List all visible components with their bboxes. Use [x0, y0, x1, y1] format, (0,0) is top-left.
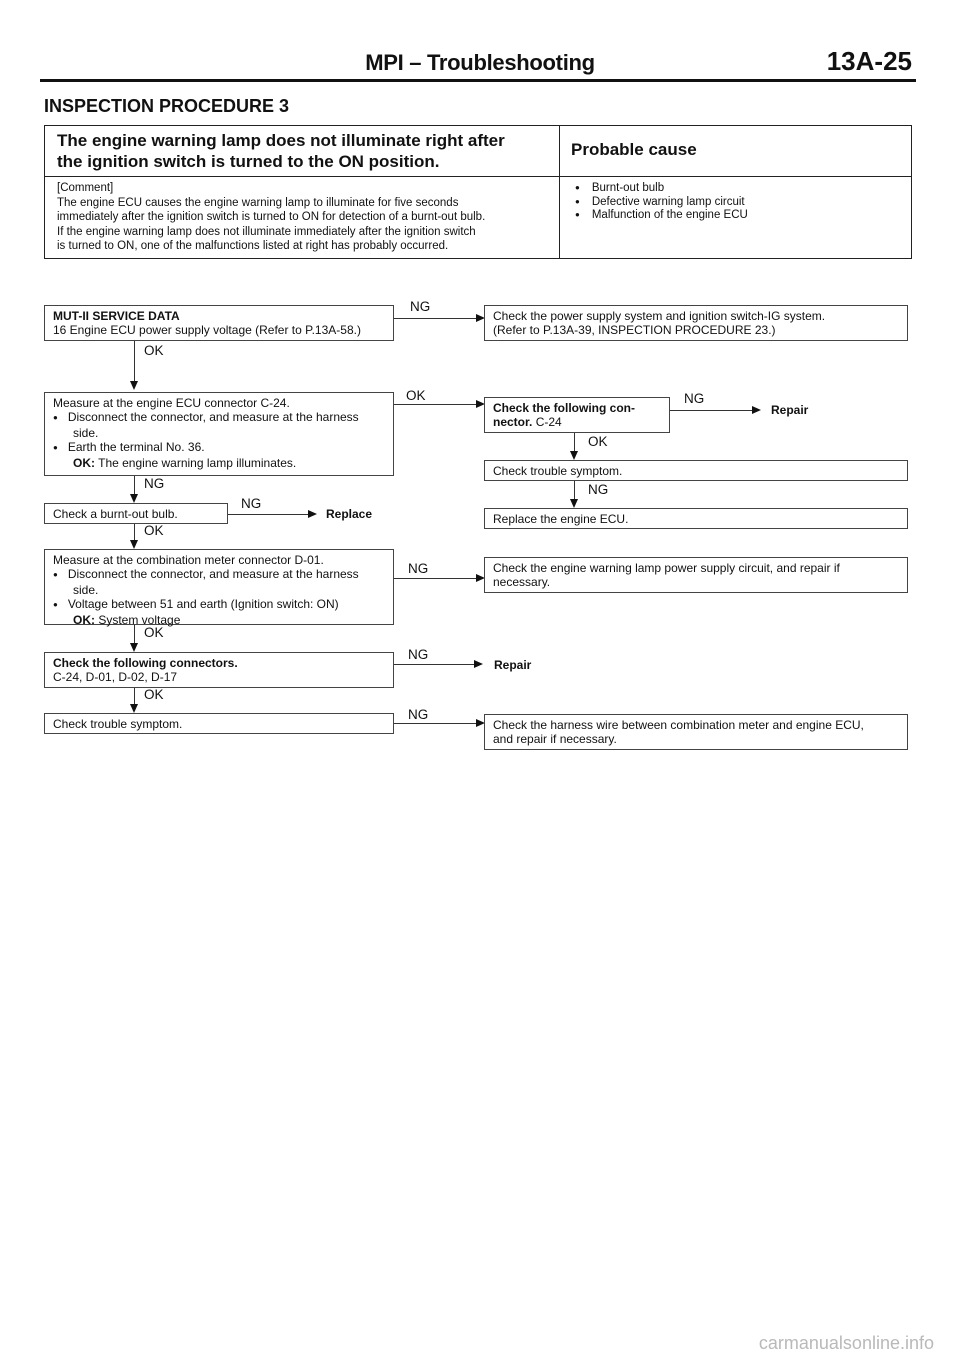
arrow-down-icon — [570, 499, 578, 508]
connector-code: C-24 — [535, 415, 562, 429]
arrow-down-icon — [570, 451, 578, 460]
connector-line — [134, 476, 135, 494]
symptom-table — [44, 125, 912, 259]
ng-label: NG — [408, 647, 429, 662]
ok-condition — [53, 613, 385, 627]
ok-label: OK — [588, 434, 608, 449]
symptom-line: The engine warning lamp does not illuminate right after — [57, 131, 505, 150]
connector-line — [394, 723, 478, 724]
connector-line — [134, 688, 135, 704]
comment-line: is turned to ON, one of the malfunctions listed at right has probably occurred. — [57, 240, 449, 252]
ng-label: NG — [684, 391, 705, 406]
connector-line — [394, 404, 478, 405]
ng-label: NG — [241, 496, 262, 511]
step-check-connector-c24 — [484, 397, 670, 433]
step-text: 16 Engine ECU power supply voltage (Refer to P.13A-58.) — [53, 323, 361, 337]
ng-label: NG — [410, 299, 431, 314]
connector-line — [394, 664, 476, 665]
step-title: nector. — [493, 415, 533, 429]
bullet-text: ● Disconnect the connector, and measure at the harness — [53, 567, 385, 583]
cause-item: ● Defective warning lamp circuit — [575, 196, 748, 210]
bullet-text: side. — [73, 583, 99, 597]
ok-label: OK — [144, 625, 164, 640]
ok-label: OK — [144, 343, 164, 358]
connector-line — [574, 481, 575, 499]
arrow-right-icon — [308, 510, 317, 518]
ok-label: OK — [144, 687, 164, 702]
step-text: Measure at the combination meter connector D-01. — [53, 553, 324, 567]
procedure-title: INSPECTION PROCEDURE 3 — [44, 96, 290, 116]
step-check-bulb — [44, 503, 228, 524]
ng-label: NG — [408, 707, 429, 722]
cause-item: ● Burnt-out bulb — [575, 182, 748, 196]
step-text: necessary. — [493, 575, 551, 589]
step-text: Measure at the engine ECU connector C-24. — [53, 396, 290, 410]
step-title: MUT-II SERVICE DATA — [53, 309, 180, 323]
bullet-text: side. — [73, 426, 99, 440]
step-text: Check the harness wire between combination meter and engine ECU, — [493, 718, 864, 732]
arrow-down-icon — [130, 540, 138, 549]
step-title: Check the following connectors. — [53, 656, 238, 670]
step-check-trouble-symptom — [44, 713, 394, 734]
bullet-text: ● Disconnect the connector, and measure at the harness — [53, 410, 385, 426]
ok-label: OK — [144, 523, 164, 538]
arrow-right-icon — [752, 406, 761, 414]
connector-line — [134, 341, 135, 381]
repair-result: Repair — [494, 658, 532, 672]
ng-label: NG — [408, 561, 429, 576]
ng-label: NG — [588, 482, 609, 497]
bullet-text: ● Earth the terminal No. 36. — [53, 440, 385, 456]
connector-line — [394, 578, 478, 579]
step-text: Check trouble symptom. — [53, 717, 183, 731]
step-check-connectors — [44, 652, 394, 688]
step-text: Replace the engine ECU. — [493, 512, 629, 526]
page-number: 13A-25 — [826, 46, 912, 76]
ok-condition-text: The engine warning lamp illuminates. — [98, 456, 297, 470]
ok-condition — [53, 456, 385, 470]
step-text: Check a burnt-out bulb. — [53, 507, 178, 521]
probable-cause-heading: Probable cause — [571, 140, 697, 159]
step-text: C-24, D-01, D-02, D-17 — [53, 670, 178, 684]
watermark: carmanualsonline.info — [758, 1333, 934, 1353]
ng-label: NG — [144, 476, 165, 491]
step-text — [493, 415, 661, 429]
arrow-down-icon — [130, 643, 138, 652]
step-check-lamp-power-circuit — [484, 557, 908, 593]
comment-line: [Comment] — [57, 182, 114, 194]
step-check-harness-wire — [484, 714, 908, 750]
step-mut-service-data — [44, 305, 394, 341]
step-text: Check trouble symptom. — [493, 464, 623, 478]
bullet-text: ● Voltage between 51 and earth (Ignition switch: ON) — [53, 597, 385, 613]
probable-cause-list — [575, 182, 748, 223]
step-text: Check the engine warning lamp power supply circuit, and repair if — [493, 561, 840, 575]
comment-line: If the engine warning lamp does not illuminate immediately after the ignition switch — [57, 225, 476, 238]
connector-line — [670, 410, 754, 411]
connector-line — [228, 514, 310, 515]
comment-line: immediately after the ignition switch is turned to ON for detection of a burnt-out bulb. — [57, 211, 486, 223]
step-text: and repair if necessary. — [493, 732, 617, 746]
comment-line: The engine ECU causes the engine warning lamp to illuminate for five seconds — [57, 196, 459, 209]
arrow-down-icon — [130, 494, 138, 503]
arrow-down-icon — [130, 704, 138, 713]
step-measure-meter-connector — [44, 549, 394, 625]
ok-condition-text: System voltage — [98, 613, 181, 627]
step-check-trouble-symptom-right — [484, 460, 908, 481]
connector-line — [134, 625, 135, 643]
replace-result: Replace — [326, 507, 373, 521]
connector-line — [574, 433, 575, 451]
connector-line — [134, 524, 135, 540]
step-text: Check the power supply system and ignition switch-IG system. — [493, 309, 826, 323]
repair-result: Repair — [771, 403, 809, 417]
table-divider-horizontal — [45, 176, 911, 177]
step-title: Check the following con- — [493, 401, 636, 415]
step-replace-engine-ecu — [484, 508, 908, 529]
page-header-title: MPI – Troubleshooting — [365, 50, 595, 75]
comment-block — [57, 181, 555, 254]
header-rule — [40, 79, 916, 82]
ok-condition-label: OK: — [73, 456, 95, 470]
arrow-down-icon — [130, 381, 138, 390]
step-text: (Refer to P.13A-39, INSPECTION PROCEDURE 23.) — [493, 323, 776, 337]
symptom-heading — [57, 130, 557, 172]
ok-condition-label: OK: — [73, 613, 95, 627]
step-measure-ecu-connector — [44, 392, 394, 476]
table-divider-vertical — [559, 126, 560, 258]
symptom-line: the ignition switch is turned to the ON position. — [57, 152, 440, 171]
step-power-supply-check — [484, 305, 908, 341]
connector-line — [394, 318, 478, 319]
ok-label: OK — [406, 388, 426, 403]
arrow-right-icon — [474, 660, 483, 668]
cause-item: ● Malfunction of the engine ECU — [575, 209, 748, 223]
